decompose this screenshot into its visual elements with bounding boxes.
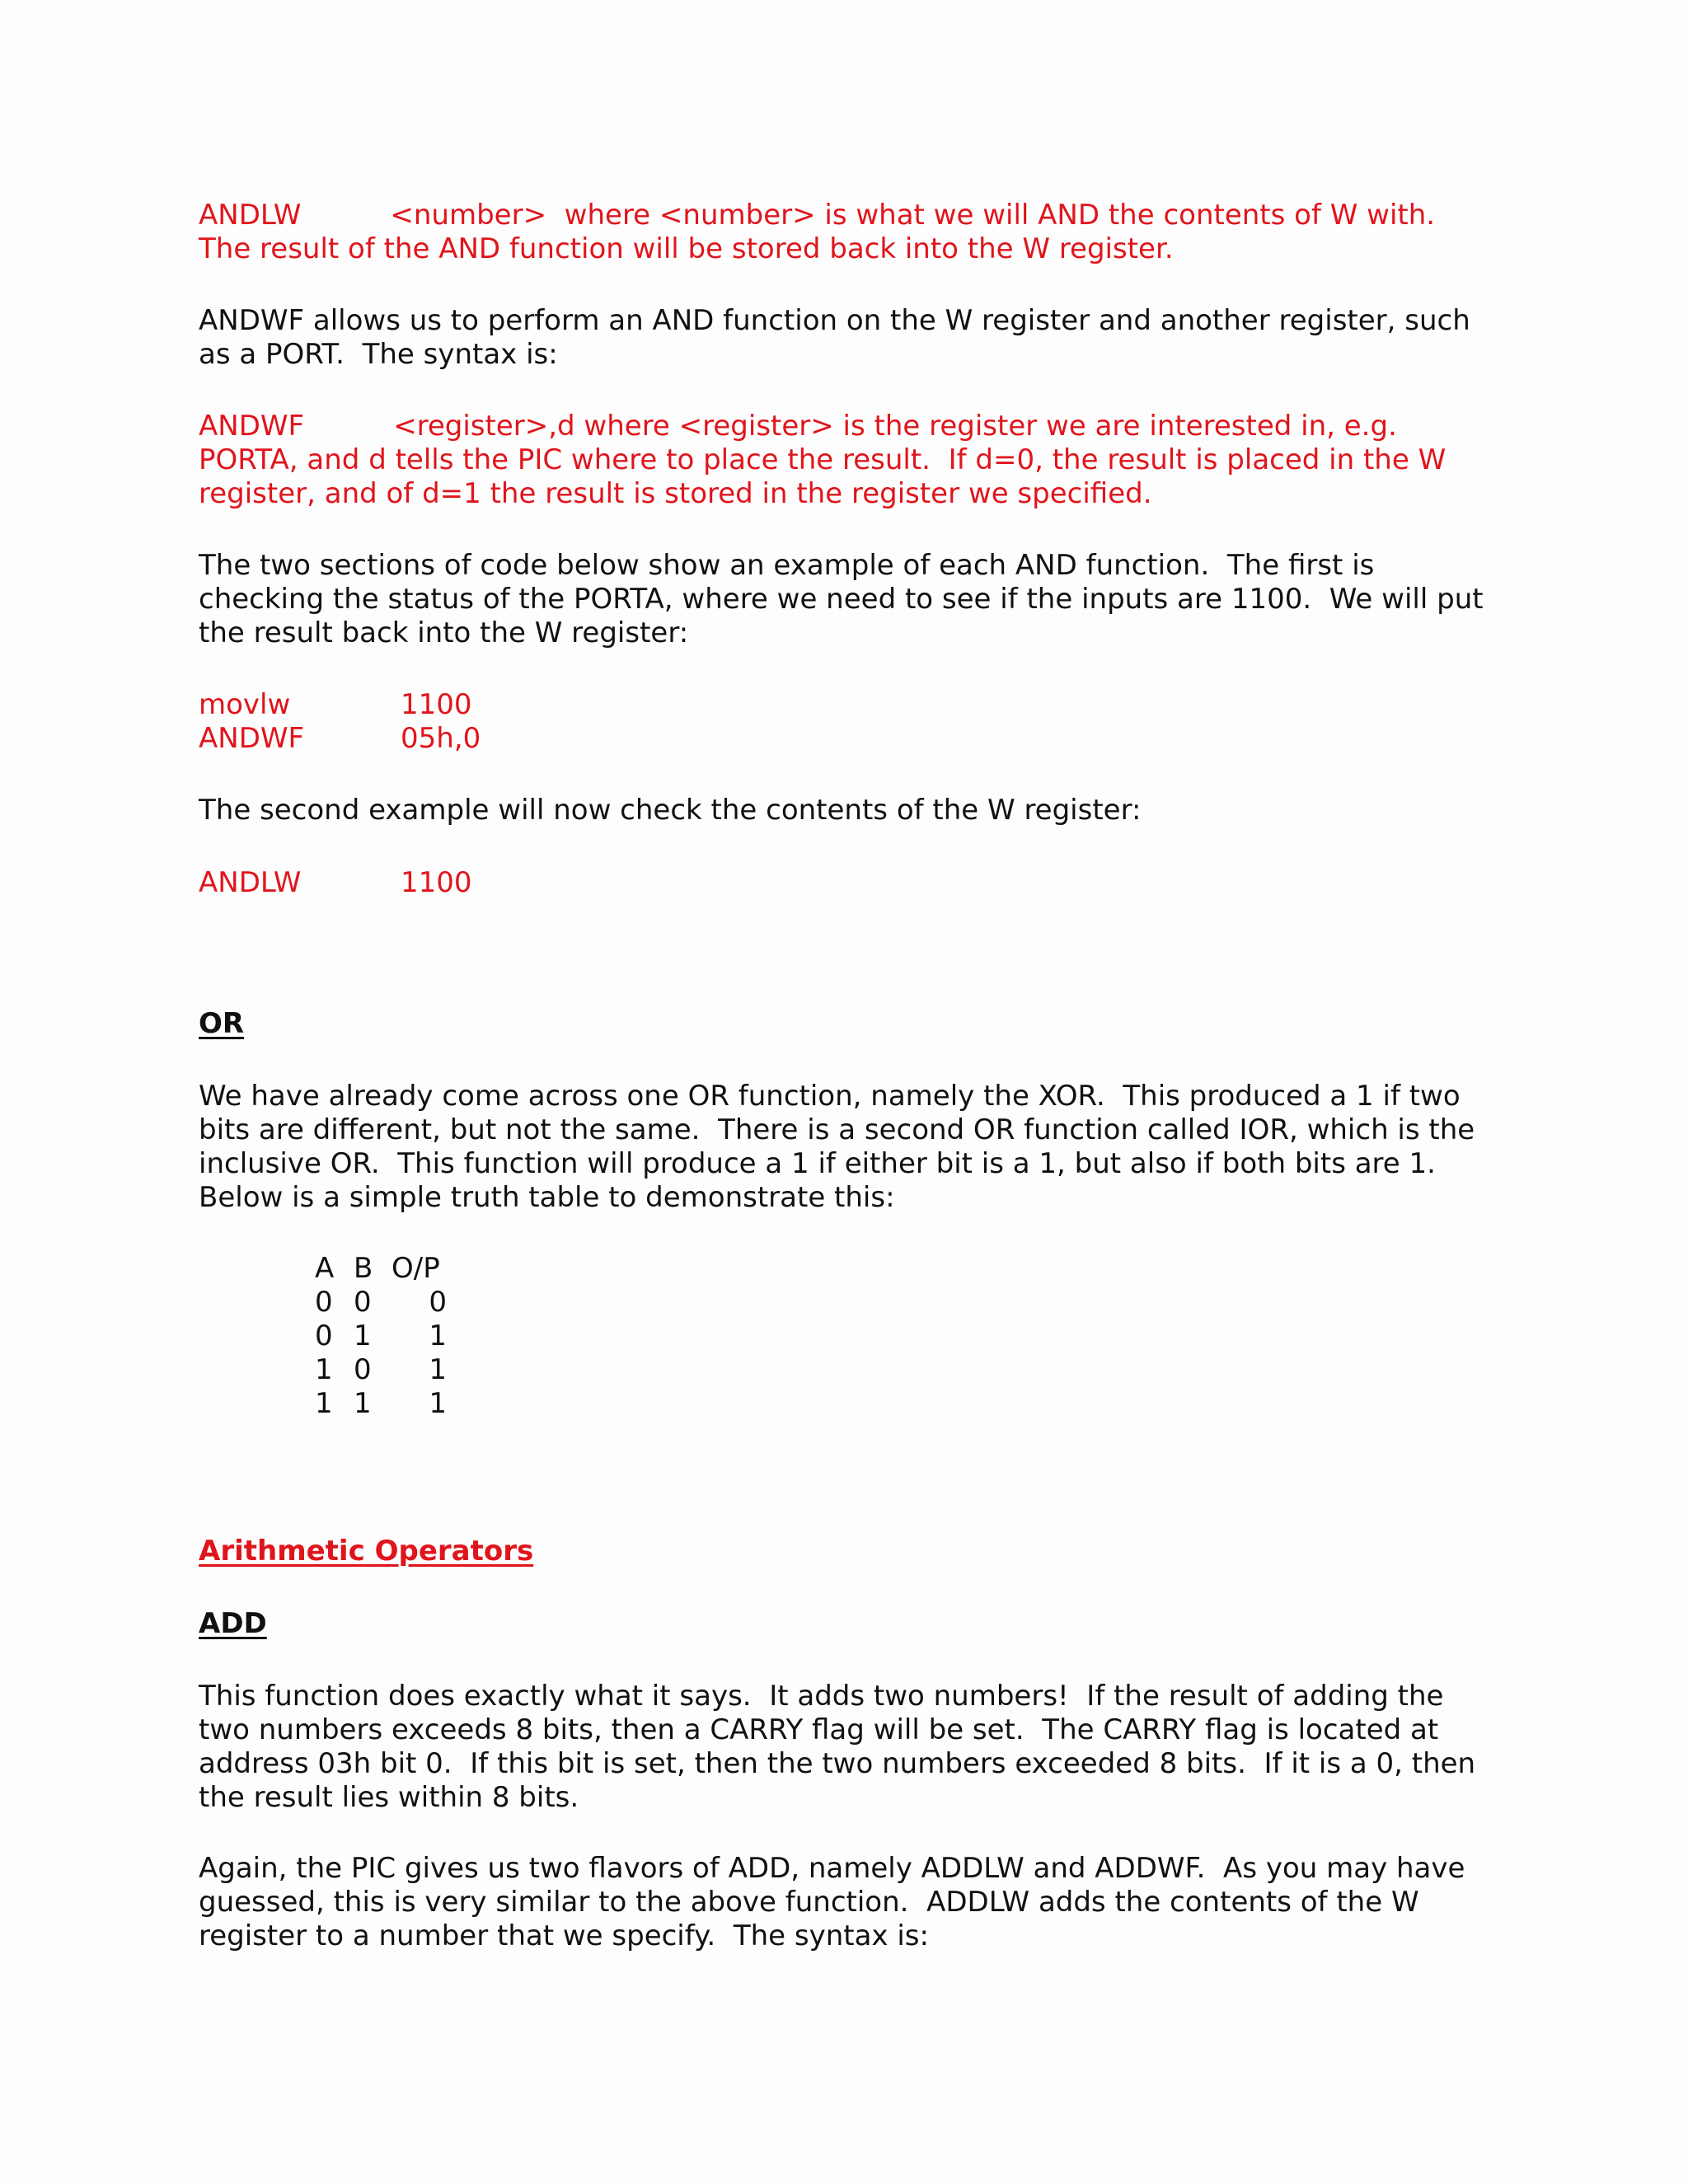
cell-output: 0 xyxy=(429,1286,447,1319)
text-line: address 03h bit 0. If this bit is set, then the two numbers exceeded 8 bits. If it is a 0, then xyxy=(199,1747,1476,1780)
text-line: the result back into the W register: xyxy=(199,616,689,649)
text-line: The second example will now check the contents of the W register: xyxy=(199,794,1142,827)
header-cell-output: O/P xyxy=(392,1252,440,1285)
text-line: Again, the PIC gives us two flavors of ADD, namely ADDLW and ADDWF. As you may have xyxy=(199,1852,1465,1885)
add-paragraph-2 xyxy=(199,1852,1501,1953)
cell-a: 0 xyxy=(315,1286,333,1319)
cell-a: 0 xyxy=(315,1319,333,1352)
code-opcode: ANDLW xyxy=(199,866,302,899)
code-operand: 1100 xyxy=(401,688,472,721)
andwf-intro-paragraph xyxy=(199,304,1501,372)
text-line: checking the status of the PORTA, where we need to see if the inputs are 1100. We will put xyxy=(199,583,1484,616)
text-line: ANDWF <register>,d where <register> is the register we are interested in, e.g. xyxy=(199,410,1397,443)
text-line: register to a number that we specify. The syntax is: xyxy=(199,1919,929,1952)
header-cell-b: B xyxy=(354,1252,373,1285)
truth-table-row xyxy=(315,1286,463,1319)
truth-table-header xyxy=(315,1252,463,1286)
cell-b: 0 xyxy=(354,1353,372,1386)
section-heading: OR xyxy=(199,1007,245,1040)
cell-b: 1 xyxy=(354,1319,372,1352)
second-example-text xyxy=(199,794,1501,827)
text-line: inclusive OR. This function will produce a 1 if either bit is a 1, but also if both bits are 1. xyxy=(199,1147,1436,1180)
truth-table-row xyxy=(315,1387,463,1421)
truth-table-row xyxy=(315,1353,463,1387)
text-line: Below is a simple truth table to demonstrate this: xyxy=(199,1181,895,1214)
cell-b: 1 xyxy=(354,1387,372,1420)
add-heading xyxy=(199,1607,1501,1641)
code-operand: 05h,0 xyxy=(401,722,481,755)
section-heading: Arithmetic Operators xyxy=(199,1535,534,1568)
cell-a: 1 xyxy=(315,1387,333,1420)
or-paragraph xyxy=(199,1080,1501,1215)
text-line: as a PORT. The syntax is: xyxy=(199,338,558,371)
add-paragraph-1 xyxy=(199,1680,1501,1815)
cell-a: 1 xyxy=(315,1353,333,1386)
text-line: bits are different, but not the same. There is a second OR function called IOR, which is the xyxy=(199,1113,1475,1146)
header-cell-a: A xyxy=(315,1252,335,1285)
code-line xyxy=(199,722,1501,756)
text-line: ANDLW <number> where <number> is what we will AND the contents of W with. xyxy=(199,199,1436,232)
cell-b: 0 xyxy=(354,1286,372,1319)
code-example-1 xyxy=(199,688,1501,756)
code-example-2 xyxy=(199,866,1501,900)
code-opcode: movlw xyxy=(199,688,291,721)
text-line: The two sections of code below show an example of each AND function. The first is xyxy=(199,549,1375,582)
code-operand: 1100 xyxy=(401,866,472,899)
text-line: The result of the AND function will be stored back into the W register. xyxy=(199,232,1174,265)
code-opcode: ANDWF xyxy=(199,722,305,755)
andlw-definition xyxy=(199,199,1501,266)
cell-output: 1 xyxy=(429,1319,447,1352)
or-truth-table xyxy=(315,1252,463,1421)
truth-table-row xyxy=(315,1319,463,1353)
text-line: PORTA, and d tells the PIC where to place the result. If d=0, the result is placed in the W xyxy=(199,443,1447,476)
arithmetic-operators-heading xyxy=(199,1535,1501,1568)
cell-output: 1 xyxy=(429,1353,447,1386)
or-section-heading xyxy=(199,1007,1501,1041)
examples-intro-paragraph xyxy=(199,549,1501,650)
code-line xyxy=(199,866,1501,900)
code-line xyxy=(199,688,1501,722)
text-line: two numbers exceeds 8 bits, then a CARRY flag will be set. The CARRY flag is located at xyxy=(199,1713,1439,1746)
text-line: We have already come across one OR function, namely the XOR. This produced a 1 if two xyxy=(199,1080,1461,1113)
text-line: ANDWF allows us to perform an AND function on the W register and another register, such xyxy=(199,304,1470,337)
text-line: the result lies within 8 bits. xyxy=(199,1781,579,1814)
section-heading: ADD xyxy=(199,1607,267,1640)
text-line: register, and of d=1 the result is stored in the register we specified. xyxy=(199,477,1152,510)
cell-output: 1 xyxy=(429,1387,447,1420)
text-line: This function does exactly what it says. It adds two numbers! If the result of adding the xyxy=(199,1680,1444,1713)
andwf-definition xyxy=(199,410,1501,511)
text-line: guessed, this is very similar to the above function. ADDLW adds the contents of the W xyxy=(199,1886,1419,1919)
